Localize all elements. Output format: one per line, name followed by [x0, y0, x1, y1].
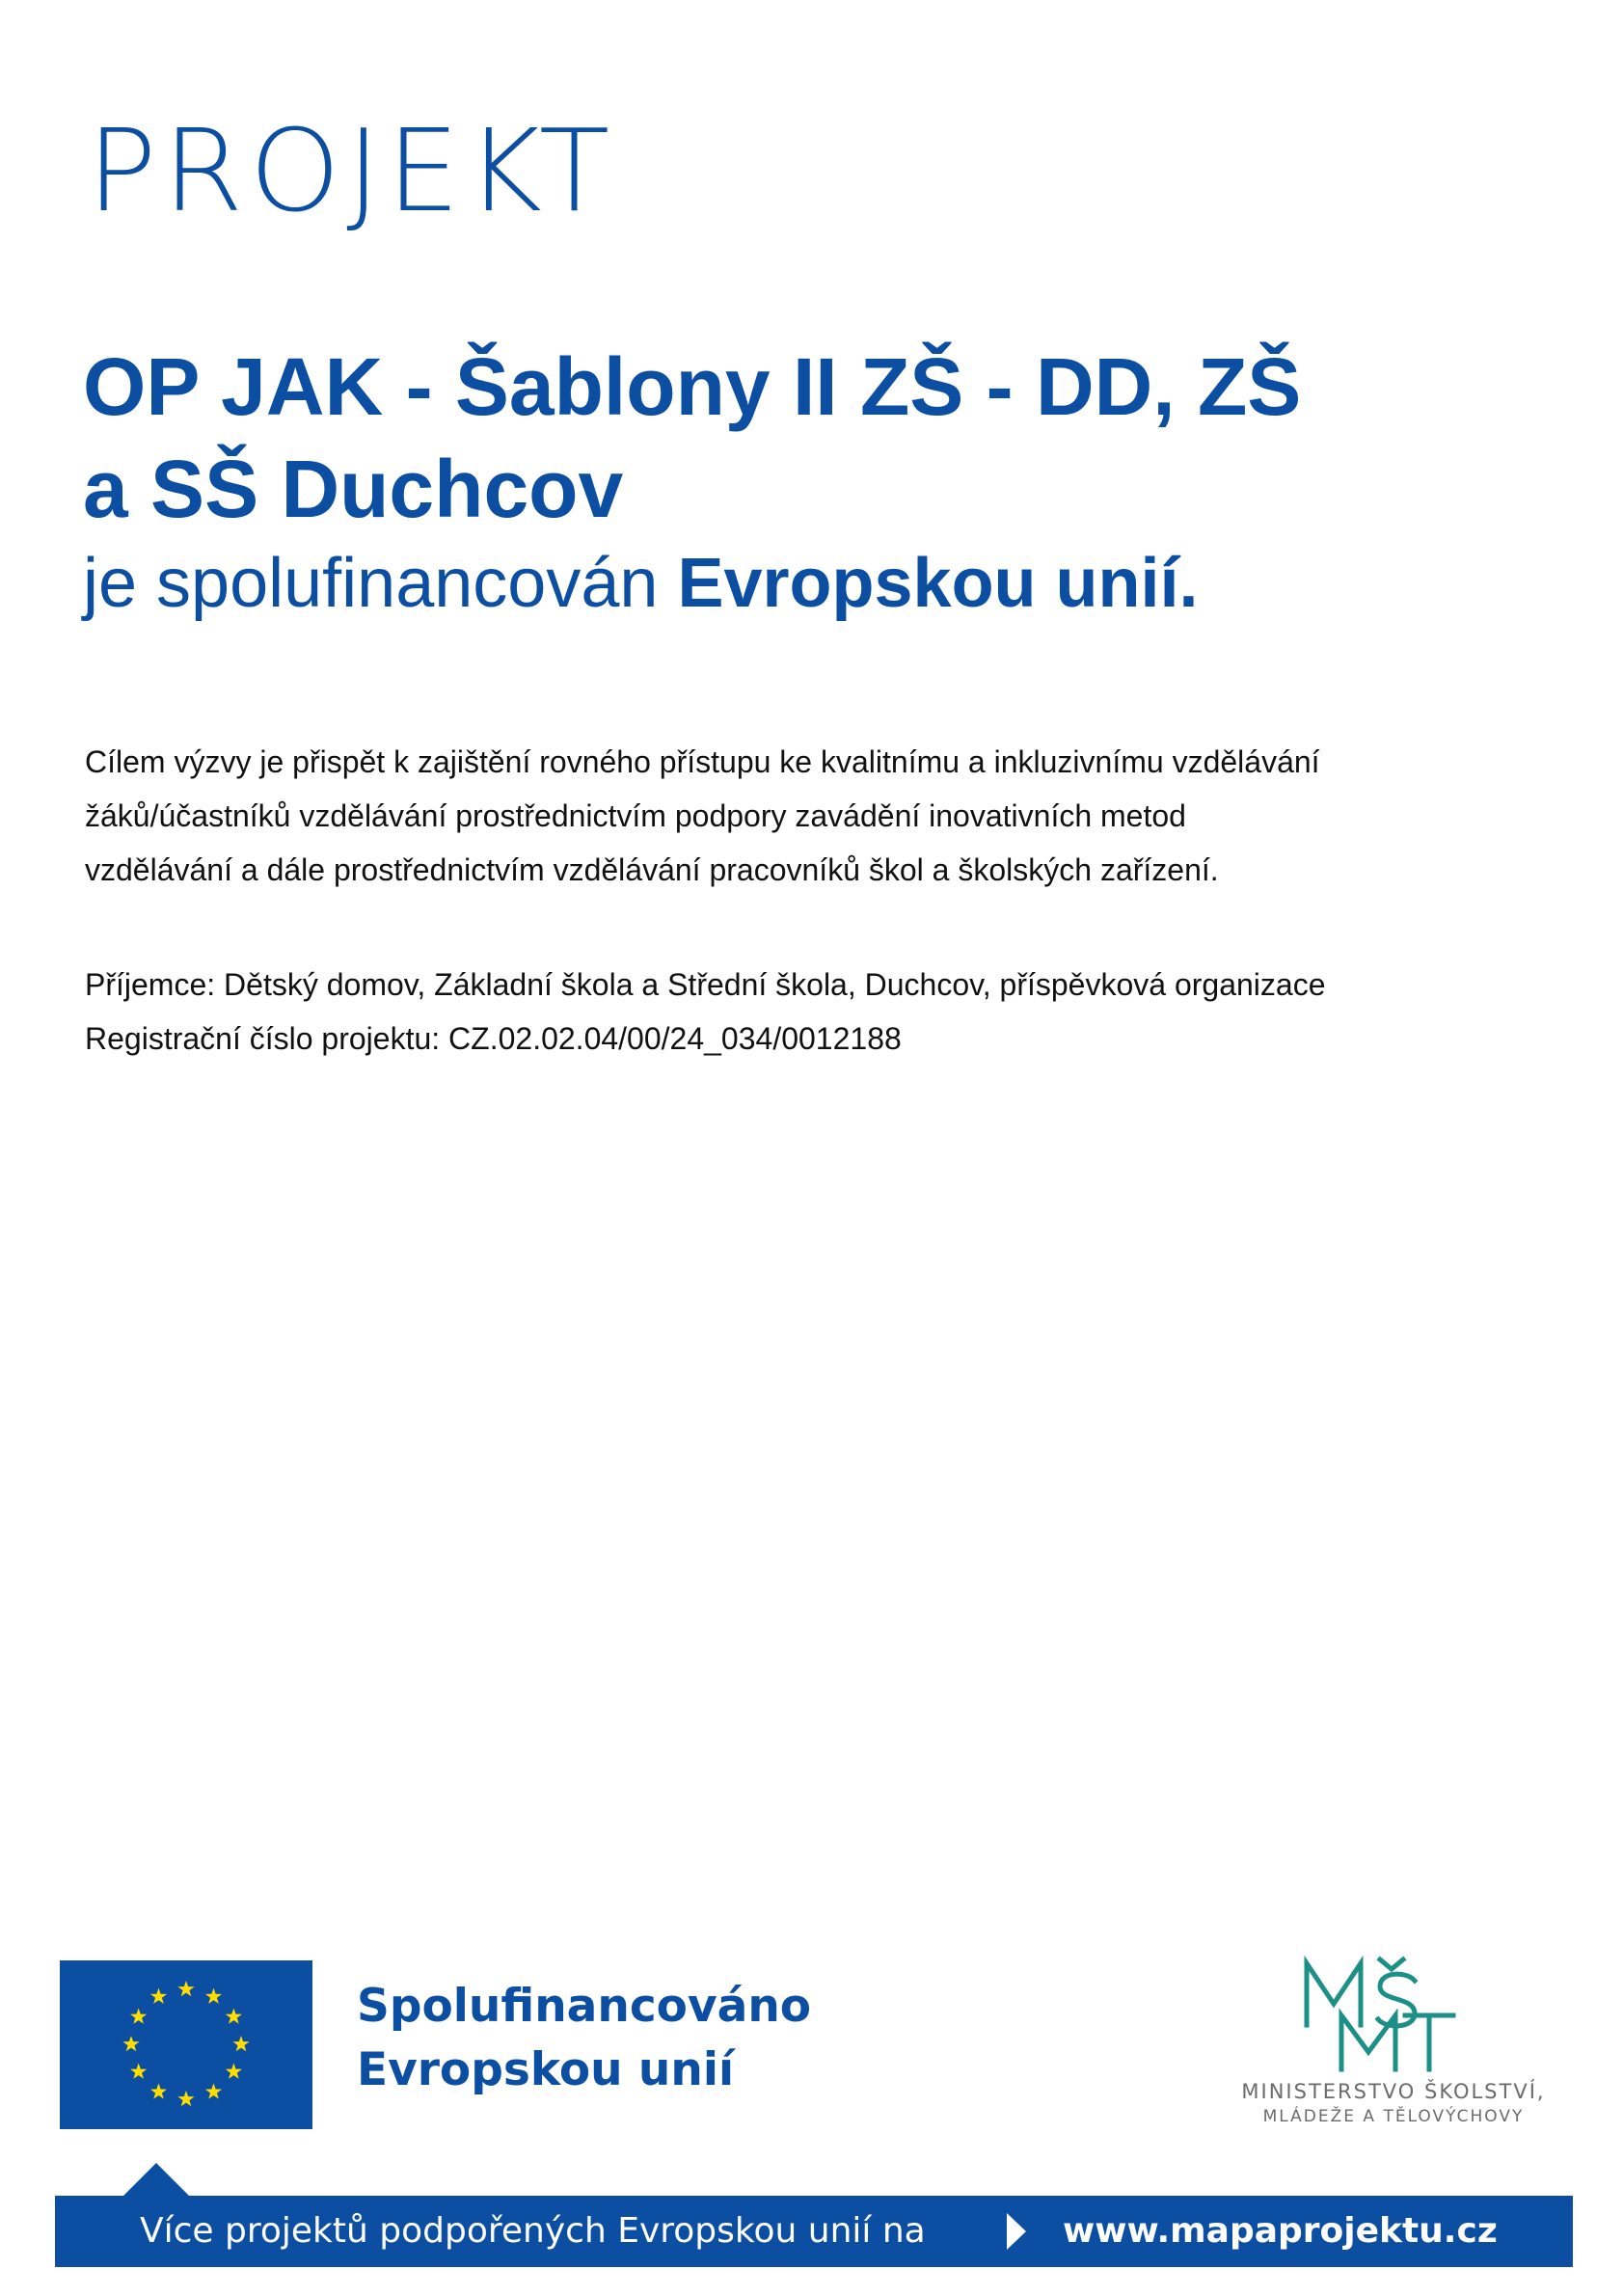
eu-star: [226, 2009, 242, 2024]
eu-star: [177, 1981, 194, 1996]
eu-cofunded-label: [357, 1975, 811, 2102]
msmt-name-line-2: MLÁDEŽE A TĚLOVÝCHOVY: [1262, 2107, 1525, 2126]
recipient-line: Příjemce: Dětský domov, Základní škola a Střední škola, Duchcov, příspěvková organizace: [85, 967, 1326, 1002]
eu-flag-icon: [60, 1960, 312, 2129]
arrow-right-icon: [1007, 2213, 1026, 2250]
eu-star: [130, 2064, 147, 2079]
project-subtitle: [83, 540, 1587, 627]
project-title-line-1: OP JAK - Šablony II ZŠ - DD, ZŠ: [83, 341, 1302, 432]
msmt-name-line-1: MINISTERSTVO ŠKOLSTVÍ,: [1241, 2080, 1546, 2103]
registration-number-line: Registrační číslo projektu: CZ.02.02.04/00/24_034/0012188: [85, 1021, 902, 1056]
eu-star: [122, 2036, 139, 2051]
description-line: vzdělávání a dále prostřednictvím vzdělávání pracovníků škol a školských zařízení.: [85, 852, 1219, 887]
banner-text: Více projektů podpořených Evropskou unií na: [140, 2211, 926, 2251]
eu-star: [150, 1988, 167, 2004]
description-line: Cílem výzvy je přispět k zajištění rovného přístupu ke kvalitnímu a inkluzivnímu vzdělávání: [85, 744, 1320, 779]
eu-star: [177, 2091, 194, 2106]
msmt-logo: [1205, 1956, 1572, 2129]
project-description: [85, 735, 1551, 897]
banner-url-link[interactable]: www.mapaprojektu.cz: [1063, 2211, 1498, 2251]
subtitle-bold: Evropskou unií.: [677, 545, 1199, 622]
description-line: žáků/účastníků vzdělávání prostřednictvím podpory zavádění inovativních metod: [85, 798, 1186, 833]
eu-star: [130, 2009, 147, 2024]
subtitle-prefix: je spolufinancován: [83, 545, 678, 622]
banner-notch: [123, 2163, 189, 2196]
project-meta: [85, 958, 1589, 1066]
eu-star: [150, 2083, 167, 2098]
eu-label-line-2: Evropskou unií: [357, 2043, 735, 2096]
project-title-line-2: a SŠ Duchcov: [83, 444, 624, 534]
msmt-logo-mark: [1299, 1956, 1473, 2079]
project-map-banner[interactable]: [55, 2196, 1573, 2267]
eu-star: [232, 2036, 249, 2051]
eu-star: [205, 1988, 222, 2004]
msmt-name: [1215, 2079, 1572, 2129]
eu-star: [205, 2083, 222, 2098]
eu-label-line-1: Spolufinancováno: [357, 1980, 812, 2033]
page-label: PROJEKT: [87, 104, 616, 237]
eu-star: [226, 2064, 242, 2079]
project-title-block: [83, 336, 1587, 627]
